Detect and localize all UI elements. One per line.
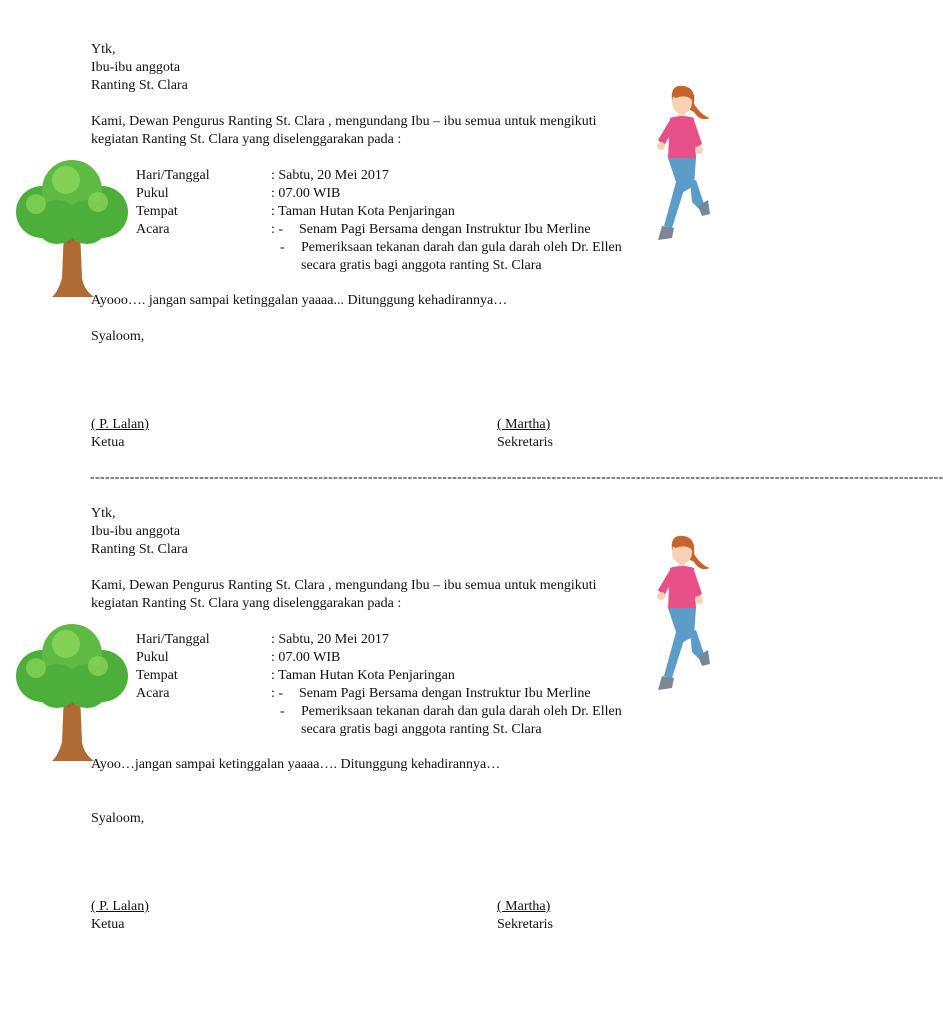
closing-text: Ayoo…jangan sampai ketinggalan yaaaa…. Ditunggung kehadirannya… — [91, 757, 501, 772]
agenda-dash-2: - — [280, 240, 285, 255]
chairman-name: ( P. Lalan) — [91, 899, 149, 914]
secretary-title: Sekretaris — [497, 435, 553, 450]
running-woman-icon — [650, 532, 714, 696]
agenda-label: Acara — [136, 686, 170, 701]
tree-icon — [12, 160, 132, 300]
closing-text: Ayooo…. jangan sampai ketinggalan yaaaa... Ditunggung kehadirannya… — [91, 293, 508, 308]
secretary-name: ( Martha) — [497, 899, 551, 914]
place-value: : Taman Hutan Kota Penjaringan — [271, 204, 455, 219]
day-label: Hari/Tanggal — [136, 168, 210, 183]
cut-line-divider: ---------------------------------------------------------------------------------------------------------------------------------------------------------------------------- — [90, 470, 943, 485]
salutation: Syaloom, — [91, 811, 145, 826]
running-woman-icon — [650, 82, 714, 246]
secretary-title: Sekretaris — [497, 917, 553, 932]
agenda-label: Acara — [136, 222, 170, 237]
place-label: Tempat — [136, 668, 178, 683]
recipient: Ibu-ibu anggota — [91, 60, 181, 75]
greeting: Ytk, — [91, 506, 116, 521]
agenda-item-2-line-1: Pemeriksaan tekanan darah dan gula darah oleh Dr. Ellen — [301, 240, 622, 255]
branch-name: Ranting St. Clara — [91, 542, 188, 557]
branch-name: Ranting St. Clara — [91, 78, 188, 93]
recipient: Ibu-ibu anggota — [91, 524, 181, 539]
intro-line-2: kegiatan Ranting St. Clara yang diselenggarakan pada : — [91, 132, 402, 147]
chairman-name: ( P. Lalan) — [91, 417, 149, 432]
agenda-colon: : - — [271, 686, 284, 701]
chairman-title: Ketua — [91, 917, 125, 932]
chairman-title: Ketua — [91, 435, 125, 450]
place-label: Tempat — [136, 204, 178, 219]
time-value: : 07.00 WIB — [271, 186, 341, 201]
time-label: Pukul — [136, 186, 169, 201]
agenda-dash-2: - — [280, 704, 285, 719]
time-value: : 07.00 WIB — [271, 650, 341, 665]
tree-icon — [12, 624, 132, 764]
agenda-item-2-line-2: secara gratis bagi anggota ranting St. Clara — [301, 722, 542, 737]
greeting: Ytk, — [91, 42, 116, 57]
salutation: Syaloom, — [91, 329, 145, 344]
day-label: Hari/Tanggal — [136, 632, 210, 647]
agenda-item-2-line-2: secara gratis bagi anggota ranting St. Clara — [301, 258, 542, 273]
agenda-colon: : - — [271, 222, 284, 237]
time-label: Pukul — [136, 650, 169, 665]
intro-line-2: kegiatan Ranting St. Clara yang diselenggarakan pada : — [91, 596, 402, 611]
place-value: : Taman Hutan Kota Penjaringan — [271, 668, 455, 683]
secretary-name: ( Martha) — [497, 417, 551, 432]
day-value: : Sabtu, 20 Mei 2017 — [271, 168, 389, 183]
intro-line-1: Kami, Dewan Pengurus Ranting St. Clara , mengundang Ibu – ibu semua untuk mengikuti — [91, 578, 597, 593]
agenda-item-1: Senam Pagi Bersama dengan Instruktur Ibu Merline — [299, 686, 591, 701]
agenda-item-2-line-1: Pemeriksaan tekanan darah dan gula darah oleh Dr. Ellen — [301, 704, 622, 719]
day-value: : Sabtu, 20 Mei 2017 — [271, 632, 389, 647]
agenda-item-1: Senam Pagi Bersama dengan Instruktur Ibu Merline — [299, 222, 591, 237]
intro-line-1: Kami, Dewan Pengurus Ranting St. Clara , mengundang Ibu – ibu semua untuk mengikuti — [91, 114, 597, 129]
